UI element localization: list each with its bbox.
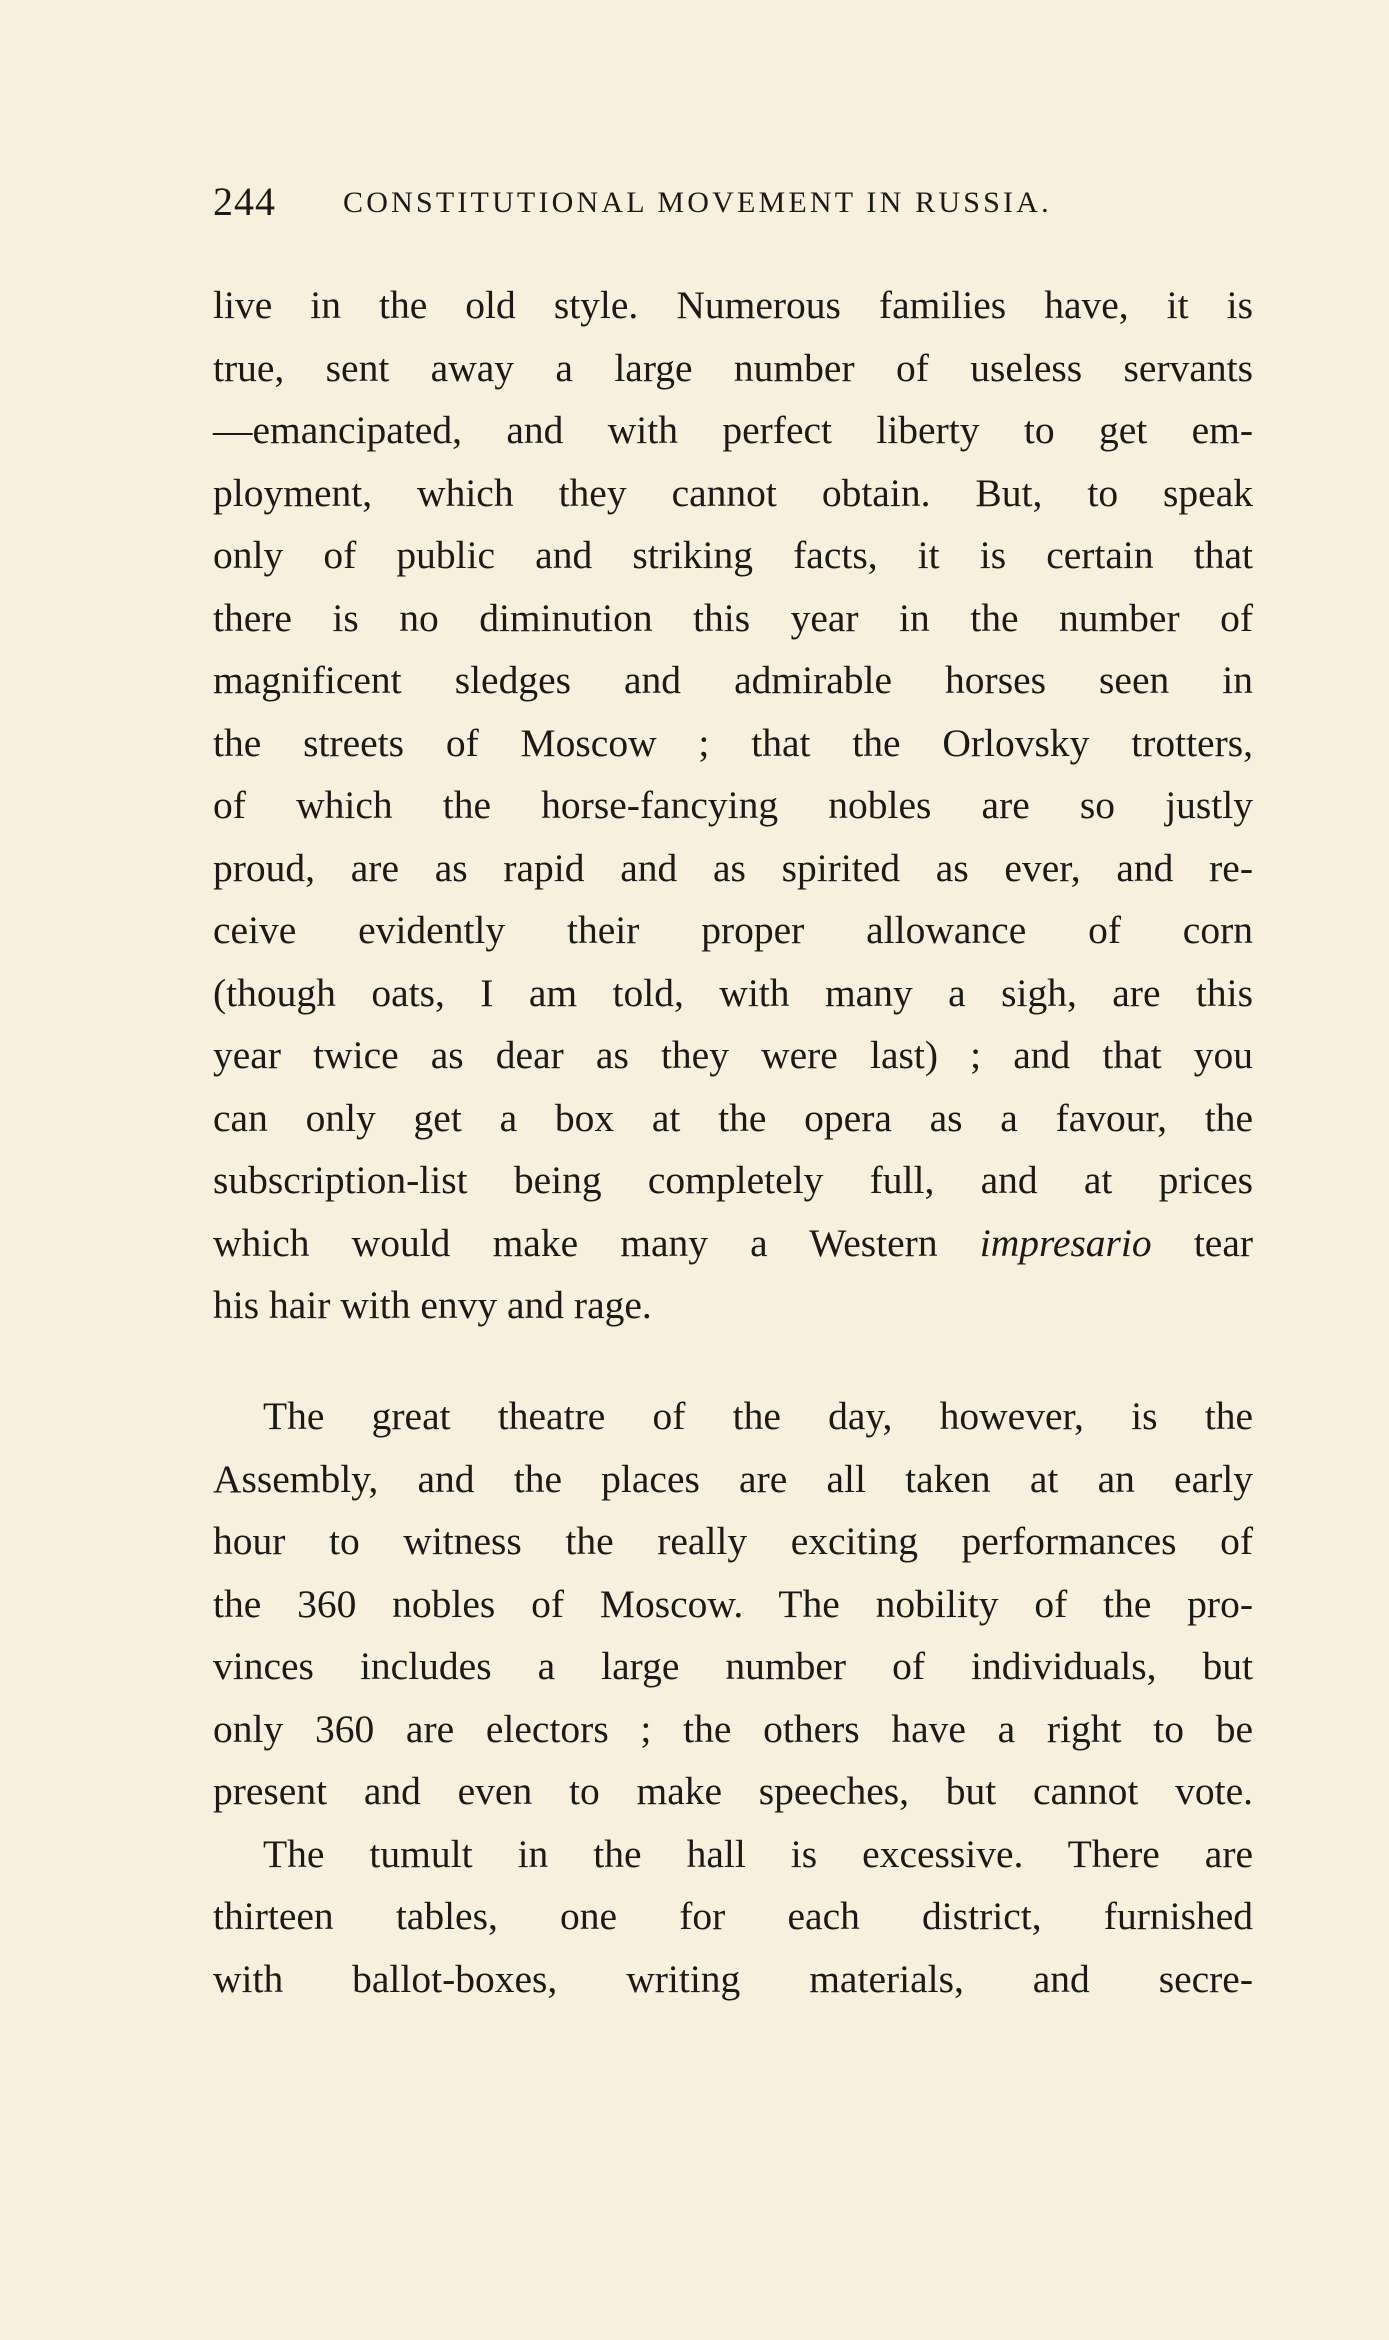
page-number: 244 <box>213 179 276 224</box>
text-line: true, sent away a large number of useless servants <box>213 345 1253 390</box>
running-title: CONSTITUTIONAL MOVEMENT IN RUSSIA. <box>343 186 1052 219</box>
text-line: only 360 are electors ; the others have a right to be <box>213 1706 1253 1751</box>
text-line: proud, are as rapid and as spirited as ever, and re- <box>213 845 1253 890</box>
text-line: ceive evidently their proper allowance of corn <box>213 908 1253 952</box>
text-line: thirteen tables, one for each district, furnished <box>213 1894 1253 1938</box>
text-line: hour to witness the really exciting performances of <box>213 1519 1253 1563</box>
text-line: —emancipated, and with perfect liberty to get em- <box>213 408 1253 452</box>
text-line: (though oats, I am told, with many a sigh, are this <box>213 970 1253 1015</box>
text-line: of which the horse-fancying nobles are so justly <box>213 783 1253 827</box>
paragraph-1 <box>213 274 1253 1337</box>
text-line: his hair with envy and rage. <box>213 1283 652 1327</box>
text-line: present and even to make speeches, but cannot vote. <box>213 1769 1253 1813</box>
text-line: ployment, which they cannot obtain. But, to speak <box>213 470 1253 515</box>
text-line-with-italic <box>213 1212 1253 1275</box>
text-line: Assembly, and the places are all taken at an early <box>213 1456 1253 1501</box>
text-line: the 360 nobles of Moscow. The nobility of the pro- <box>213 1581 1253 1626</box>
text-line: The great theatre of the day, however, is the <box>263 1394 1253 1438</box>
paragraph-2 <box>213 1385 1253 2010</box>
text-line: vinces includes a large number of individuals, but <box>213 1644 1253 1688</box>
text-line: magnificent sledges and admirable horses seen in <box>213 658 1253 702</box>
italic-word: impresario <box>979 1220 1152 1265</box>
text-line: year twice as dear as they were last) ; and that you <box>213 1033 1253 1077</box>
text-line: with ballot-boxes, writing materials, and secre- <box>213 1956 1253 2001</box>
text-line: live in the old style. Numerous families have, it is <box>213 283 1253 327</box>
text-segment: tear <box>1193 1220 1254 1265</box>
text-segment: which would make many a Western <box>213 1220 938 1265</box>
text-line: subscription-list being completely full, and at prices <box>213 1158 1253 1202</box>
text-line: the streets of Moscow ; that the Orlovsky trotters, <box>213 720 1253 765</box>
running-head <box>213 178 1123 238</box>
text-line: can only get a box at the opera as a favour, the <box>213 1095 1253 1140</box>
text-line: The tumult in the hall is excessive. There are <box>263 1831 1253 1876</box>
text-line: only of public and striking facts, it is certain that <box>213 533 1253 577</box>
text-line: there is no diminution this year in the number of <box>213 595 1253 640</box>
